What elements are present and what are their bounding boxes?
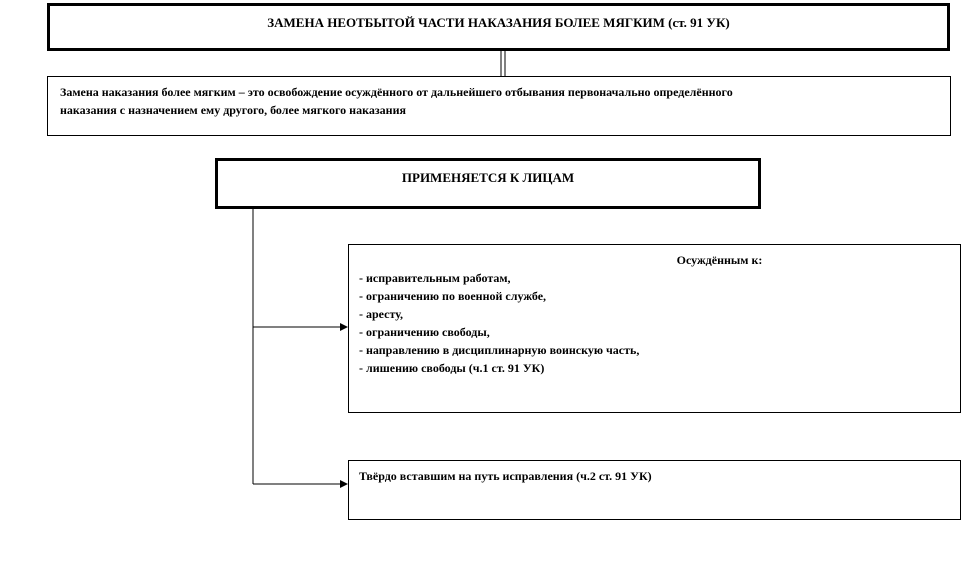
definition-line-2: наказания с назначением ему другого, более мягкого наказания (60, 103, 406, 117)
convicted-item: - ограничению по военной службе, (359, 289, 547, 303)
convicted-item: - ограничению свободы, (359, 325, 490, 339)
reformed-box (348, 460, 961, 520)
applies-to-text: ПРИМЕНЯЕТСЯ К ЛИЦАМ (401, 170, 575, 185)
applies-to-box (215, 158, 761, 209)
convicted-heading: Осуждённым к: (676, 253, 763, 267)
arrow-convicted-head (340, 323, 348, 331)
convicted-item: - лишению свободы (ч.1 ст. 91 УК) (359, 361, 545, 375)
convicted-item: - исправительным работам, (359, 271, 511, 285)
reformed-text: Твёрдо вставшим на путь исправления (ч.2 ст. 91 УК) (359, 469, 652, 483)
title-text: ЗАМЕНА НЕОТБЫТОЙ ЧАСТИ НАКАЗАНИЯ БОЛЕЕ МЯГКИМ (ст. 91 УК) (267, 15, 730, 30)
convicted-item: - аресту, (359, 307, 404, 321)
convicted-box (348, 244, 961, 413)
title-box (47, 3, 950, 51)
convicted-item: - направлению в дисциплинарную воинскую часть, (359, 343, 640, 357)
definition-line-1: Замена наказания более мягким – это освобождение осуждённого от дальнейшего отбывания первоначально определённого (60, 85, 733, 99)
arrow-reformed-head (340, 480, 348, 488)
definition-box (47, 76, 951, 136)
